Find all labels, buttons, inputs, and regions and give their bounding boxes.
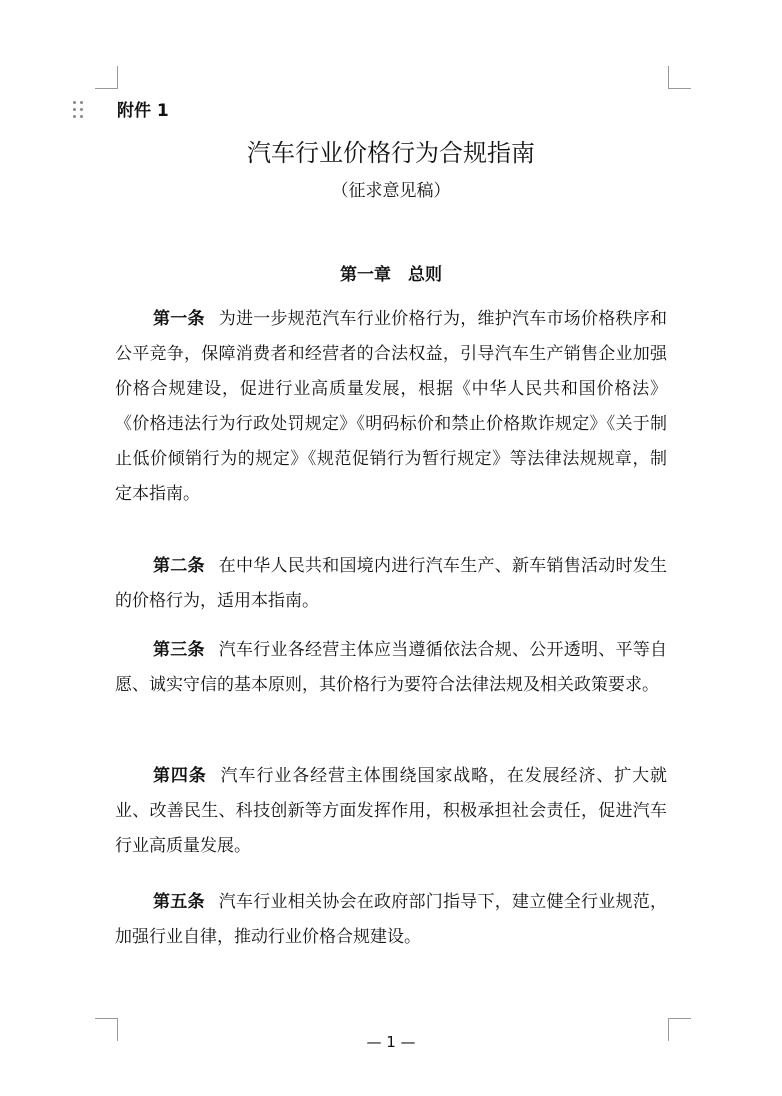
article-text: 汽车行业相关协会在政府部门指导下，建立健全行业规范，加强行业自律，推动行业价格合规建设。 <box>115 892 667 947</box>
article-1 <box>115 302 667 512</box>
page-number: — 1 — <box>366 1033 416 1051</box>
article-text: 汽车行业各经营主体围绕国家战略，在发展经济、扩大就业、改善民生、科技创新等方面发挥作用，积极承担社会责任，促进汽车行业高质量发展。 <box>115 766 668 856</box>
crop-mark-top-right <box>668 66 691 89</box>
crop-mark-top-left <box>95 66 118 89</box>
article-2 <box>115 549 667 619</box>
article-3 <box>115 633 667 703</box>
article-label: 第三条 <box>153 640 205 660</box>
document-subtitle: （征求意见稿） <box>331 181 451 201</box>
article-label: 第四条 <box>153 766 207 786</box>
article-label: 第五条 <box>153 892 205 912</box>
article-text: 在中华人民共和国境内进行汽车生产、新车销售活动时发生的价格行为，适用本指南。 <box>115 556 667 611</box>
article-text: 汽车行业各经营主体应当遵循依法合规、公开透明、平等自愿、诚实守信的基本原则，其价格行为要符合法律法规及相关政策要求。 <box>115 640 667 695</box>
article-4 <box>115 759 667 864</box>
drag-handle-icon[interactable] <box>73 101 85 119</box>
article-5 <box>115 885 667 955</box>
document-title: 汽车行业价格行为合规指南 <box>247 139 535 167</box>
article-text: 为进一步规范汽车行业价格行为，维护汽车市场价格秩序和公平竞争，保障消费者和经营者的合法权益，引导汽车生产销售企业加强价格合规建设，促进行业高质量发展，根据《中华人民共和国价格法》《价格违法行为行政处罚规定》《明码标价和禁止价格欺诈规定》《关于制止低价倾销行为的规定》《规范促销行为暂行规定》等法律法规规章，制定本指南。 <box>115 309 667 504</box>
article-label: 第二条 <box>153 556 205 576</box>
attachment-label: 附件 1 <box>117 101 169 121</box>
chapter-heading: 第一章 总则 <box>340 265 442 285</box>
article-label: 第一条 <box>153 309 205 329</box>
